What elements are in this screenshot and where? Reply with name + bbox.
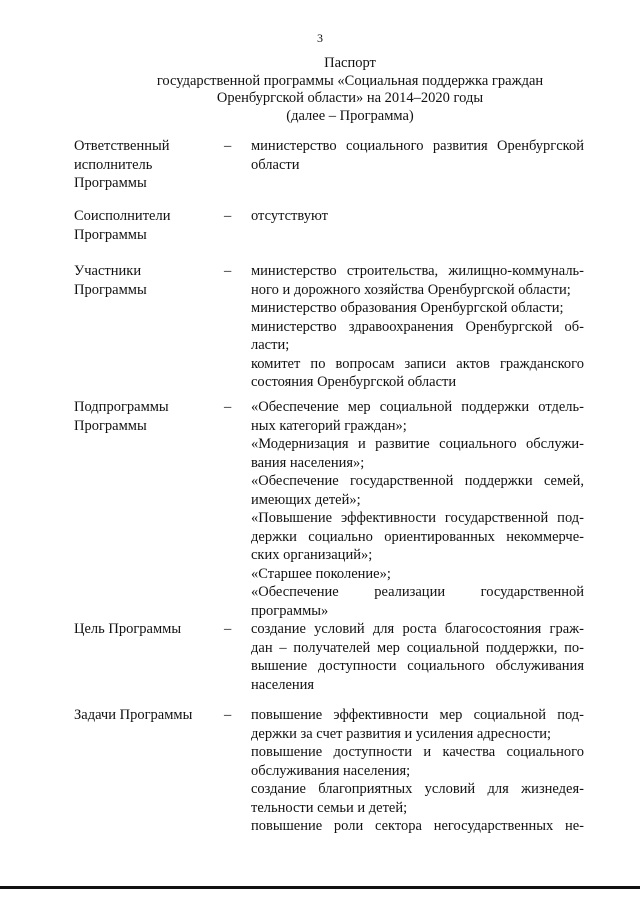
title-line: государственной программы «Социальная поддержка граждан bbox=[156, 72, 544, 89]
row-dash: – bbox=[224, 138, 232, 154]
title-line: (далее – Программа) bbox=[286, 107, 414, 124]
row-value-line: области bbox=[251, 156, 300, 173]
row-value-line: имеющих детей»; bbox=[251, 491, 361, 508]
row-label-line: Задачи Программы bbox=[74, 707, 193, 723]
row-value-line: ных категорий граждан»; bbox=[251, 417, 407, 434]
row-label-line: Ответственный bbox=[74, 138, 170, 154]
row-value-line: населения bbox=[251, 676, 315, 693]
row-label-line: Подпрограммы bbox=[74, 399, 169, 415]
row-value-line: обслуживания населения; bbox=[251, 762, 411, 779]
row-value-line: программы» bbox=[251, 602, 329, 619]
row-value-line: повышение эффективности мер социальной под- bbox=[251, 707, 584, 723]
row-value bbox=[251, 398, 584, 620]
row-value-line: дан – получателей мер социальной поддержки, по- bbox=[251, 639, 584, 656]
row-value-line: состояния Оренбургской области bbox=[251, 374, 457, 390]
row-label-line: Программы bbox=[74, 226, 147, 243]
row-value-line: министерство здравоохранения Оренбургской об- bbox=[251, 318, 584, 335]
title-line: Оренбургской области» на 2014–2020 годы bbox=[216, 90, 484, 106]
document-title bbox=[60, 55, 640, 125]
row-value-line: вышение доступности социального обслуживания bbox=[251, 658, 584, 674]
row-value bbox=[251, 620, 584, 694]
row-label-line: Программы bbox=[74, 175, 147, 191]
page-number: 3 bbox=[317, 31, 323, 45]
row-value-line: вания населения»; bbox=[251, 454, 365, 471]
row-value-line: повышение роли сектора негосударственных не- bbox=[251, 818, 584, 834]
row-value-line: ских организаций»; bbox=[251, 547, 373, 563]
row-value-line: повышение доступности и качества социального bbox=[251, 744, 584, 760]
row-value-line: «Модернизация и развитие социального обслужи- bbox=[251, 436, 584, 452]
row-value bbox=[251, 262, 584, 392]
row-label bbox=[74, 262, 214, 299]
row-value bbox=[251, 706, 584, 836]
row-value-line: «Повышение эффективности государственной под- bbox=[251, 510, 584, 526]
row-dash: – bbox=[224, 263, 232, 279]
row-dash: – bbox=[224, 707, 232, 723]
row-value-line: отсутствуют bbox=[251, 208, 328, 224]
title-line: Паспорт bbox=[324, 55, 376, 71]
row-label-line: исполнитель bbox=[74, 156, 153, 173]
row-label bbox=[74, 706, 214, 725]
row-value-line: ласти; bbox=[251, 337, 290, 353]
row-label bbox=[74, 207, 214, 244]
row-value-line: тельности семьи и детей; bbox=[251, 799, 408, 816]
row-value-line: ного и дорожного хозяйства Оренбургской области; bbox=[251, 281, 571, 298]
row-value-line: «Обеспечение государственной поддержки семей, bbox=[251, 473, 584, 489]
row-value bbox=[251, 207, 584, 226]
row-label-line: Цель Программы bbox=[74, 621, 182, 637]
row-label-line: Участники bbox=[74, 263, 142, 279]
row-label bbox=[74, 137, 214, 193]
row-dash: – bbox=[224, 621, 232, 637]
row-value-line: «Обеспечение реализации государственной bbox=[251, 584, 584, 600]
row-value-line: держки социально ориентированных некоммерче- bbox=[251, 528, 584, 545]
row-value-line: министерство строительства, жилищно-коммуналь- bbox=[251, 263, 584, 279]
row-value-line: «Старшее поколение»; bbox=[251, 565, 391, 582]
row-value-line: министерство социального развития Оренбургской bbox=[251, 138, 584, 154]
row-label-line: Программы bbox=[74, 417, 147, 434]
row-value-line: держки за счет развития и усиления адресности; bbox=[251, 725, 552, 742]
row-value-line: министерство образования Оренбургской области; bbox=[251, 300, 564, 316]
row-label bbox=[74, 620, 214, 639]
row-label-line: Соисполнители bbox=[74, 208, 171, 224]
row-value-line: создание условий для роста благосостояния граж- bbox=[251, 621, 584, 637]
row-dash: – bbox=[224, 399, 232, 415]
row-value-line: комитет по вопросам записи актов гражданского bbox=[251, 355, 584, 372]
row-label-line: Программы bbox=[74, 281, 147, 298]
row-dash: – bbox=[224, 208, 232, 224]
row-value-line: «Обеспечение мер социальной поддержки отдель- bbox=[251, 399, 584, 415]
row-value bbox=[251, 137, 584, 174]
bottom-rule bbox=[0, 886, 640, 889]
row-label bbox=[74, 398, 214, 435]
row-value-line: создание благоприятных условий для жизнедея- bbox=[251, 781, 584, 797]
